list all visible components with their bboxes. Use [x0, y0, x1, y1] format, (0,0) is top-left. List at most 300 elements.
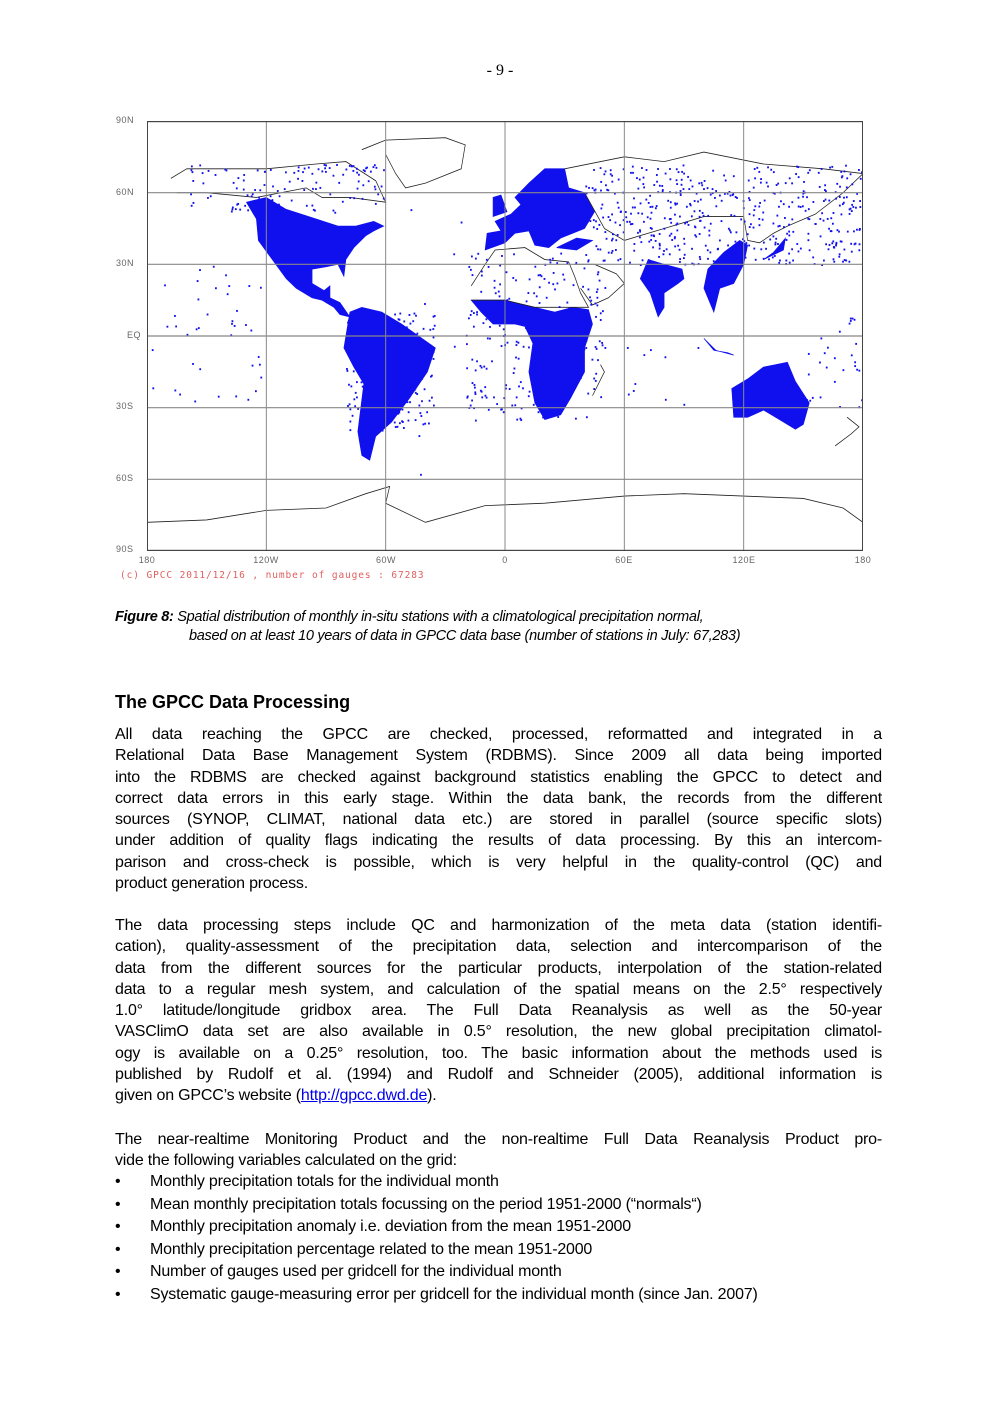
list-item	[115, 1261, 758, 1284]
station-dot	[345, 169, 347, 171]
station-dot	[783, 226, 785, 228]
station-dot	[843, 197, 845, 199]
station-dot	[681, 179, 683, 181]
station-dot	[851, 183, 853, 185]
station-dot	[395, 404, 397, 406]
station-dot	[809, 249, 811, 251]
station-dot	[700, 199, 702, 201]
station-dot	[629, 221, 631, 223]
station-dot	[406, 326, 408, 328]
station-dot	[207, 197, 209, 199]
station-dot	[694, 200, 696, 202]
station-dot	[513, 372, 515, 374]
station-dot	[600, 207, 602, 209]
station-dot	[559, 306, 561, 308]
station-dot	[548, 282, 550, 284]
station-dot	[355, 348, 357, 350]
station-dot	[856, 229, 858, 231]
station-dot	[834, 357, 836, 359]
station-dot	[576, 343, 578, 345]
station-dot	[208, 170, 210, 172]
station-dot	[831, 166, 833, 168]
station-dot	[629, 262, 631, 264]
station-dot	[410, 384, 412, 386]
station-dot	[707, 258, 709, 260]
station-dot	[785, 182, 787, 184]
station-dot	[808, 208, 810, 210]
station-dot	[347, 322, 349, 324]
station-dot	[252, 365, 254, 367]
paragraph-line: VASClimO data set are also available in 0.5° resolution, the new global precipitation climatol-	[115, 1023, 882, 1041]
station-dot	[798, 206, 800, 208]
station-dot	[366, 348, 368, 350]
station-dot	[701, 182, 703, 184]
station-dot	[424, 303, 426, 305]
station-dot	[383, 198, 385, 200]
station-dot	[584, 348, 586, 350]
station-dot	[400, 391, 402, 393]
station-dot	[403, 427, 405, 429]
station-dot	[489, 338, 491, 340]
paragraph-line	[115, 1085, 882, 1106]
station-dot	[760, 248, 762, 250]
station-dot	[795, 173, 797, 175]
station-dot	[699, 216, 701, 218]
station-dot	[762, 212, 764, 214]
station-dot	[529, 391, 531, 393]
station-dot	[640, 241, 642, 243]
station-dot	[733, 257, 735, 259]
paragraph-line: parison and cross-check is possible, which is very helpful in the quality-control (QC) and	[115, 853, 882, 871]
station-dot	[264, 184, 266, 186]
station-dot	[365, 401, 367, 403]
station-dot	[727, 252, 729, 254]
station-dot	[588, 209, 590, 211]
station-dot	[210, 195, 212, 197]
station-dot	[528, 347, 530, 349]
lat-label: 90N	[116, 115, 135, 125]
station-dot	[539, 387, 541, 389]
station-dot	[586, 241, 588, 243]
station-dot	[599, 280, 601, 282]
station-dot	[633, 250, 635, 252]
station-dot	[820, 235, 822, 237]
station-dot	[828, 200, 830, 202]
station-dot	[245, 324, 247, 326]
station-dot	[764, 200, 766, 202]
station-dot	[641, 167, 643, 169]
station-dot	[859, 243, 861, 245]
station-dot	[346, 370, 348, 372]
station-dot	[196, 328, 198, 330]
station-dot	[538, 411, 540, 413]
station-dot	[501, 345, 503, 347]
station-dot	[663, 250, 665, 252]
station-dot	[371, 386, 373, 388]
station-dot	[683, 164, 685, 166]
station-dot	[704, 227, 706, 229]
station-dot	[593, 219, 595, 221]
station-dot	[599, 340, 601, 342]
station-dot	[404, 385, 406, 387]
station-dot	[375, 347, 377, 349]
coastline	[593, 365, 605, 396]
map-credit: (c) GPCC 2011/12/16 , number of gauges : 67283	[120, 570, 425, 581]
station-dot	[533, 292, 535, 294]
station-dot	[481, 367, 483, 369]
station-dot	[791, 218, 793, 220]
station-dot	[798, 250, 800, 252]
station-dot	[366, 341, 368, 343]
station-dot	[843, 202, 845, 204]
paragraph-line: under addition of quality flags indicating the results of data processing. By this an intercom-	[115, 832, 882, 850]
station-dot	[714, 197, 716, 199]
station-dot	[202, 182, 204, 184]
station-dot	[859, 228, 861, 230]
station-dot	[748, 245, 750, 247]
station-dot	[812, 201, 814, 203]
station-dot	[855, 343, 857, 345]
lat-label: 90S	[116, 544, 134, 554]
station-dot	[567, 362, 569, 364]
station-dot	[526, 300, 528, 302]
station-dot	[544, 278, 546, 280]
station-dot	[566, 302, 568, 304]
station-dot	[805, 210, 807, 212]
station-dot	[418, 435, 420, 437]
station-dot	[630, 223, 632, 225]
station-dot	[213, 266, 215, 268]
station-dot	[501, 255, 503, 257]
station-dot	[198, 298, 200, 300]
station-dot	[806, 399, 808, 401]
station-dot	[454, 346, 456, 348]
station-dot	[362, 386, 364, 388]
coastline	[362, 138, 465, 188]
station-dot	[806, 196, 808, 198]
station-dot	[386, 415, 388, 417]
station-dot	[302, 171, 304, 173]
station-dot	[370, 338, 372, 340]
station-dot	[278, 204, 280, 206]
station-dot	[419, 374, 421, 376]
station-dot	[643, 186, 645, 188]
station-dot	[839, 253, 841, 255]
station-dot	[353, 165, 355, 167]
station-dot	[694, 234, 696, 236]
station-dot	[595, 346, 597, 348]
station-dot	[346, 368, 348, 370]
station-dot	[734, 215, 736, 217]
lat-label: 60N	[116, 187, 135, 197]
station-dot	[565, 357, 567, 359]
station-dot	[765, 248, 767, 250]
station-dot	[669, 235, 671, 237]
paragraph-line: 1.0° latitude/longitude gridbox area. The Full Data Reanalysis as well as the 50-year	[115, 1002, 882, 1020]
station-dot	[358, 174, 360, 176]
station-dot	[368, 376, 370, 378]
station-dot	[642, 259, 644, 261]
station-dot	[785, 260, 787, 262]
bullet-icon: •	[115, 1240, 121, 1258]
station-dot	[798, 197, 800, 199]
station-dot	[484, 386, 486, 388]
station-dot	[815, 223, 817, 225]
station-dot	[542, 417, 544, 419]
station-dot	[851, 204, 853, 206]
station-dot	[773, 171, 775, 173]
station-dot	[293, 172, 295, 174]
station-dot	[421, 361, 423, 363]
station-dot	[595, 316, 597, 318]
station-dot	[518, 342, 520, 344]
station-dot	[597, 288, 599, 290]
station-dot	[202, 172, 204, 174]
station-dot	[783, 203, 785, 205]
land-region	[704, 338, 734, 355]
station-dot	[414, 313, 416, 315]
station-dot	[461, 222, 463, 224]
paragraph	[115, 724, 882, 894]
station-dot	[470, 405, 472, 407]
station-dot	[166, 326, 168, 328]
station-dot	[701, 184, 703, 186]
station-dot	[690, 180, 692, 182]
station-dot	[587, 216, 589, 218]
station-dot	[539, 286, 541, 288]
station-dot	[845, 260, 847, 262]
station-dot	[600, 181, 602, 183]
list-item	[115, 1194, 758, 1217]
station-dot	[364, 365, 366, 367]
station-dot	[835, 245, 837, 247]
station-dot	[522, 312, 524, 314]
station-dot	[364, 170, 366, 172]
station-dot	[410, 323, 412, 325]
station-dot	[540, 320, 542, 322]
station-dot	[380, 355, 382, 357]
station-dot	[373, 166, 375, 168]
station-dot	[602, 217, 604, 219]
station-dot	[760, 178, 762, 180]
list-item-text: Mean monthly precipitation totals focussing on the period 1951-2000 (“normals“)	[150, 1195, 702, 1213]
station-dot	[358, 180, 360, 182]
station-dot	[854, 319, 856, 321]
station-dot	[423, 346, 425, 348]
station-dot	[390, 378, 392, 380]
station-dot	[379, 346, 381, 348]
station-dot	[627, 347, 629, 349]
station-dot	[152, 387, 154, 389]
station-dot	[319, 187, 321, 189]
station-dot	[832, 240, 834, 242]
station-dot	[858, 249, 860, 251]
station-dot	[597, 273, 599, 275]
lon-label: 60E	[615, 555, 633, 565]
station-dot	[580, 377, 582, 379]
station-dot	[679, 249, 681, 251]
station-dot	[656, 174, 658, 176]
station-dot	[255, 390, 257, 392]
station-dot	[578, 352, 580, 354]
station-dot	[476, 311, 478, 313]
station-dot	[788, 231, 790, 233]
station-dot	[342, 174, 344, 176]
station-dot	[483, 303, 485, 305]
station-dot	[778, 206, 780, 208]
station-dot	[243, 174, 245, 176]
station-dot	[736, 231, 738, 233]
station-dot	[333, 210, 335, 212]
station-dot	[303, 189, 305, 191]
station-dot	[400, 350, 402, 352]
station-dot	[677, 245, 679, 247]
station-dot	[259, 189, 261, 191]
lat-label: 30N	[116, 258, 135, 268]
bullet-list	[115, 1171, 758, 1307]
station-dot	[850, 320, 852, 322]
station-dot	[231, 211, 233, 213]
station-dot	[615, 222, 617, 224]
station-dot	[511, 405, 513, 407]
station-dot	[321, 170, 323, 172]
station-dot	[595, 373, 597, 375]
station-dot	[850, 173, 852, 175]
station-dot	[348, 384, 350, 386]
list-item-text: Monthly precipitation anomaly i.e. deviation from the mean 1951-2000	[150, 1218, 631, 1236]
station-dot	[353, 350, 355, 352]
station-dot	[639, 179, 641, 181]
station-dot	[375, 355, 377, 357]
station-dot	[637, 232, 639, 234]
station-dot	[491, 360, 493, 362]
station-dot	[349, 197, 351, 199]
station-dot	[545, 414, 547, 416]
station-dot	[476, 314, 478, 316]
station-dot	[422, 423, 424, 425]
station-dot	[428, 422, 430, 424]
station-dot	[394, 385, 396, 387]
station-dot	[232, 320, 234, 322]
station-dot	[760, 182, 762, 184]
station-dot	[628, 394, 630, 396]
list-item-text: Monthly precipitation totals for the individual month	[150, 1173, 499, 1190]
station-dot	[499, 295, 501, 297]
station-dot	[582, 286, 584, 288]
station-dot	[792, 260, 794, 262]
station-dot	[615, 249, 617, 251]
station-dot	[854, 361, 856, 363]
station-dot	[775, 242, 777, 244]
paragraph-line: The data processing steps include QC and harmonization of the meta data (station identifi-	[115, 917, 882, 934]
station-dot	[523, 346, 525, 348]
station-dot	[788, 234, 790, 236]
station-dot	[569, 308, 571, 310]
station-dot	[475, 258, 477, 260]
station-dot	[692, 186, 694, 188]
station-dot	[235, 208, 237, 210]
station-dot	[823, 200, 825, 202]
station-dot	[659, 243, 661, 245]
station-dot	[639, 231, 641, 233]
station-dot	[365, 329, 367, 331]
station-dot	[666, 248, 668, 250]
station-dot	[838, 231, 840, 233]
station-dot	[651, 228, 653, 230]
station-dot	[416, 393, 418, 395]
station-dot	[683, 238, 685, 240]
station-dot	[389, 343, 391, 345]
station-dot	[336, 164, 338, 166]
station-dot	[709, 251, 711, 253]
station-dot	[595, 380, 597, 382]
station-dot	[377, 374, 379, 376]
station-dot	[379, 373, 381, 375]
station-dot	[359, 315, 361, 317]
station-dot	[373, 349, 375, 351]
station-dot	[639, 236, 641, 238]
station-dot	[651, 234, 653, 236]
station-dot	[432, 328, 434, 330]
station-dot	[759, 202, 761, 204]
station-dot	[610, 169, 612, 171]
station-dot	[373, 331, 375, 333]
station-dot	[683, 173, 685, 175]
lon-label: 60W	[375, 555, 397, 565]
station-dot	[419, 347, 421, 349]
station-dot	[694, 210, 696, 212]
station-dot	[779, 260, 781, 262]
station-dot	[237, 177, 239, 179]
station-dot	[735, 241, 737, 243]
station-dot	[362, 198, 364, 200]
station-density-areas	[246, 169, 809, 460]
station-dot	[812, 256, 814, 258]
station-dot	[707, 215, 709, 217]
station-dot	[748, 197, 750, 199]
station-dot	[853, 200, 855, 202]
station-dot	[721, 220, 723, 222]
station-dot	[528, 395, 530, 397]
station-dot	[466, 367, 468, 369]
station-dot	[349, 421, 351, 423]
station-dot	[218, 396, 220, 398]
station-dot	[549, 259, 551, 261]
station-dot	[597, 248, 599, 250]
station-dot	[374, 429, 376, 431]
station-dot	[329, 167, 331, 169]
station-dot	[549, 380, 551, 382]
station-dot	[732, 248, 734, 250]
station-dot	[453, 253, 455, 255]
station-dot	[534, 266, 536, 268]
station-dot	[596, 291, 598, 293]
station-dot	[417, 363, 419, 365]
station-dot	[676, 203, 678, 205]
station-dot	[368, 398, 370, 400]
station-dot	[808, 353, 810, 355]
caption-text: based on at least 10 years of data in GPCC data base (number of stations in July: 67,283)	[189, 628, 741, 644]
station-dot	[284, 188, 286, 190]
station-dot	[347, 346, 349, 348]
station-dot	[745, 257, 747, 259]
station-dot	[662, 189, 664, 191]
gpcc-website-link[interactable]: http://gpcc.dwd.de	[300, 1087, 428, 1105]
station-dot	[258, 197, 260, 199]
station-dot	[617, 202, 619, 204]
station-dot	[600, 190, 602, 192]
station-dot	[669, 168, 671, 170]
